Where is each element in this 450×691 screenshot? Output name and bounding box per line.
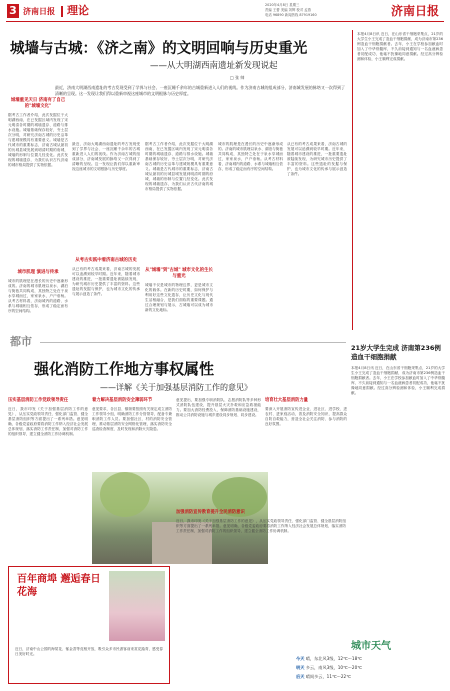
lead-column — [145, 142, 213, 332]
lead-column — [287, 142, 347, 332]
lead-byline: □ 张 帅 — [230, 75, 245, 80]
second-column-body: 近日，我市印发《关于加强基层消防工作的意见》，从压实党政领导责任、强化部门监管、健全基层消防组织等方面提出了一系列举措。意见明确，各级党委政府要将消防工作纳入经济社会发展总体规划，落实消防工作责任制，加强对消防工作的组织领导，建立健全消防工作协调机制。 — [8, 407, 88, 436]
second-subtitle: ——详解《关于加强基层消防工作的意见》 — [100, 383, 252, 392]
header-meta-line: 责编 王蕾 美编 刘辉 校对 孟燕 — [265, 8, 312, 12]
weather-desc: 晴间多云，11℃～22℃ — [305, 674, 351, 679]
second-column-body: 意见提出，要加强专职消防队、志愿消防队等多种形式消防队伍建设，提升基层火灾扑救和应急救援能力。要加大消防经费投入，保障消防基础设施建设，推动公共消防设施与城乡建设同步规划、同步建设。 — [176, 398, 261, 417]
weather-day: 后天 — [296, 674, 305, 679]
page-number: 3 — [9, 4, 17, 17]
spring-photo-text: 近日，济南中山公园的海棠花、郁金香等竞相开放，吸引众多市民游客前来赏花踏青，感受春日美好时光。 — [15, 647, 163, 656]
page-number-badge — [7, 4, 19, 18]
lead-intro: 最近，济南大明湖西南遗址的考古发现受到了学界与社会、一座沉睡千余年的古城重新进入人们的视线。作为济南古城的组成部分，济南城发展的脉络又一次得到了清晰的呈现。这一发现让我们得以重新审视这座城市的文明根脉与历史厚度。 — [55, 85, 345, 96]
header-meta-line: 2020年4月8日 星期三 — [265, 3, 300, 7]
spring-photo-title: 百年商埠 邂逅春日花海 — [17, 574, 101, 598]
section-title: 理论 — [67, 4, 89, 17]
lead-column-heading: 城市肌理 演进与传承 — [17, 270, 59, 275]
lead-subtitle: ——从大明湖西南遗址新发现说起 — [150, 61, 278, 71]
second-column-body: 近日，我市印发《关于加强基层消防工作的意见》，从压实党政领导责任、强化部门监管、健全基层消防组织等方面提出了一系列举措。意见明确，各级党委政府要将消防工作纳入经济社会发展总体规划，落实消防工作责任制，加强对消防工作的组织领导，建立健全消防工作协调机制。 — [176, 519, 346, 533]
right-panel — [357, 32, 443, 330]
brand-logo: 济南日报 — [23, 6, 55, 16]
right-panel-body: 本报4月8日讯 近日，在山东省干细胞采集点，21岁的大学生小王完成了造血干细胞捐献，成为济南市第236例造血干细胞捐献者。去年，小王在学校参加献血时加入了中华骨髓库，不久前接到通知与一名血液病患者初配成功，他毫不犹豫地同意捐献。经过高分辨检测和体检，小王顺利完成捐献。 — [357, 32, 443, 61]
weather-rows — [296, 654, 446, 681]
second-column — [176, 510, 346, 560]
header-meta — [265, 3, 385, 18]
weather-desc: 多云，南风3级，10℃～20℃ — [305, 665, 362, 670]
second-column-heading: 着力解决基层消防安全薄弱环节 — [92, 398, 153, 403]
second-column-heading: 压实基层消防工作党政领导责任 — [8, 398, 69, 403]
weather-box — [296, 640, 446, 688]
weather-day: 今天 — [296, 656, 305, 661]
right-article-title: 21岁大学生完成 济南第236例造血干细胞捐献 — [351, 344, 441, 361]
lead-column — [218, 142, 283, 332]
masthead-logo: 济南日报 — [391, 4, 440, 18]
second-column — [265, 398, 347, 508]
lead-title: 城墙与古城：《济之南》的文明回响与历史重光 — [10, 41, 308, 57]
lead-column-body: 城市的肌理是在漫长的历史中逐渐形成的。济南的城市肌理以泉水、湖泊与街巷共同构成，其独特之处在于泉水穿城而过，家家泉水，户户垂杨。从考古材料看，济南城内的道路、水系与城墙相互依存，形成了稳定而有序的空间结构。 — [218, 142, 283, 171]
section-divider — [61, 6, 63, 17]
lead-column-body: 据考古工作者介绍，此次发掘位于大明湖西南，在已发掘区域内发现了宋元明清各时期的城墙遗存、道路与排水设施。城墙基础保存较好，夯土层次分明，对研究济南古城的历史沿革与建城规模具有重要意义。城墙是古代城市的重要标志，济南古城从最初的历城县城发展到明清时期的府城，城墙的形制与位置几经变化。此次发现的城墙遗存，为我们认识古代济南的城市格局提供了实物依据。 — [145, 142, 213, 191]
weather-row — [296, 663, 446, 672]
photo-tree — [100, 472, 150, 517]
city-band-rule — [40, 342, 346, 343]
lead-column-body: 最近，济南大明湖西南遗址的考古发现受到了学界与社会、一座沉睡千余年的古城重新进入人们的视线。作为济南古城的组成部分，济南城发展的脉络又一次得到了清晰的呈现。这一发现让我们得以重新审视这座城市的文明根脉与历史厚度。 — [72, 142, 140, 171]
second-column — [8, 398, 88, 558]
right-panel-rule — [352, 30, 353, 330]
lead-column-body: 据考古工作者介绍，此次发掘位于大明湖西南，在已发掘区域内发现了宋元明清各时期的城墙遗存、道路与排水设施。城墙基础保存较好，夯土层次分明，对研究济南古城的历史沿革与建城规模具有重要意义。城墙是古代城市的重要标志，济南古城从最初的历城县城发展到明清时期的府城，城墙的形制与位置几经变化。此次发现的城墙遗存，为我们认识古代济南的城市格局提供了实物依据。 — [8, 113, 68, 167]
lead-column-body: 城墙不仅是城市的物理边界，更是城市文化的载体。在新的历史时期，如何保护与利用好这些文化遗存，让历史文化与现代生活相融合，是我们面临的重要课题。通过合理规划与展示，古城墙可以成为城市新的文化地标。 — [145, 283, 213, 312]
weather-desc: 晴，东北风3级，12℃～18℃ — [305, 656, 362, 661]
spring-photo — [109, 571, 165, 641]
header-meta-line: 电话 96890 新闻热线 87919160 — [265, 13, 317, 17]
second-title: 强化消防工作地方事权属性 — [34, 360, 215, 378]
lead-column-heading: 从"城墙"到"古城" 城市文化的生长与重光 — [145, 268, 213, 279]
second-column-heading: 加强消防宣传教育提升全民消防意识 — [176, 510, 245, 515]
right-article — [351, 344, 445, 639]
second-column-body: 要深入开展消防宣传进企业、进社区、进学校、进农村、进家庭活动，普及消防安全知识，提高群众自防自救能力，营造全社会关注消防、参与消防的良好氛围。 — [265, 407, 347, 426]
lead-column-heading: 从考古实践中看济南古城的历史 — [75, 258, 137, 263]
city-band-label: 都市 — [10, 335, 32, 348]
lead-column — [72, 142, 140, 332]
spring-photo-box — [8, 566, 170, 684]
second-column-heading: 培育壮大基层消防力量 — [265, 398, 308, 403]
weather-title: 城市天气 — [351, 641, 391, 652]
second-column-body: 意见要求，各区县、镇街要按照有关规定成立消防工作领导小组，明确消防工作分管领导，配备专兼职消防工作人员。要加强社区、村的消防安全管理，推动基层消防安全网格化管理，落实消防安全巡查检查制度，及时发现和消除火灾隐患。 — [92, 407, 172, 431]
lead-column-body: 城市的肌理是在漫长的历史中逐渐形成的。济南的城市肌理以泉水、湖泊与街巷共同构成，其独特之处在于泉水穿城而过，家家泉水，户户垂杨。从考古材料看，济南城内的道路、水系与城墙相互依存，形成了稳定而有序的空间结构。 — [8, 279, 68, 313]
lead-column — [8, 270, 68, 332]
header-rule — [6, 21, 444, 22]
lead-column-heading: 城墙重见天日 济南有了自己的"城墙文化" — [10, 98, 66, 109]
weather-row — [296, 672, 446, 681]
spring-photo-caption — [17, 573, 107, 599]
lead-column-body: 从已有的考古成果来看，济南古城的发展可以追溯到较早时期。近年来，随着城市建设的推进，一批重要遗址被陆续发现，为研究城市历史提供了丰富的资料。这些遗址的发掘与保护，也为城市文化的传承与展示创造了条件。 — [287, 142, 347, 176]
weather-row — [296, 654, 446, 663]
weather-day: 明天 — [296, 665, 305, 670]
lead-column-body: 从已有的考古成果来看，济南古城的发展可以追溯到较早时期。近年来，随着城市建设的推进，一批重要遗址被陆续发现，为研究城市历史提供了丰富的资料。这些遗址的发掘与保护，也为城市文化的传承与展示创造了条件。 — [72, 267, 140, 296]
right-article-body: 本报4月8日讯 近日，在山东省干细胞采集点，21岁的大学生小王完成了造血干细胞捐献，成为济南市第236例造血干细胞捐献者。去年，小王在学校参加献血时加入了中华骨髓库，不久前接到通知与一名血液病患者初配成功，他毫不犹豫地同意捐献。经过高分辨检测和体检，小王顺利完成捐献。 — [351, 366, 445, 395]
page-header — [0, 0, 450, 22]
